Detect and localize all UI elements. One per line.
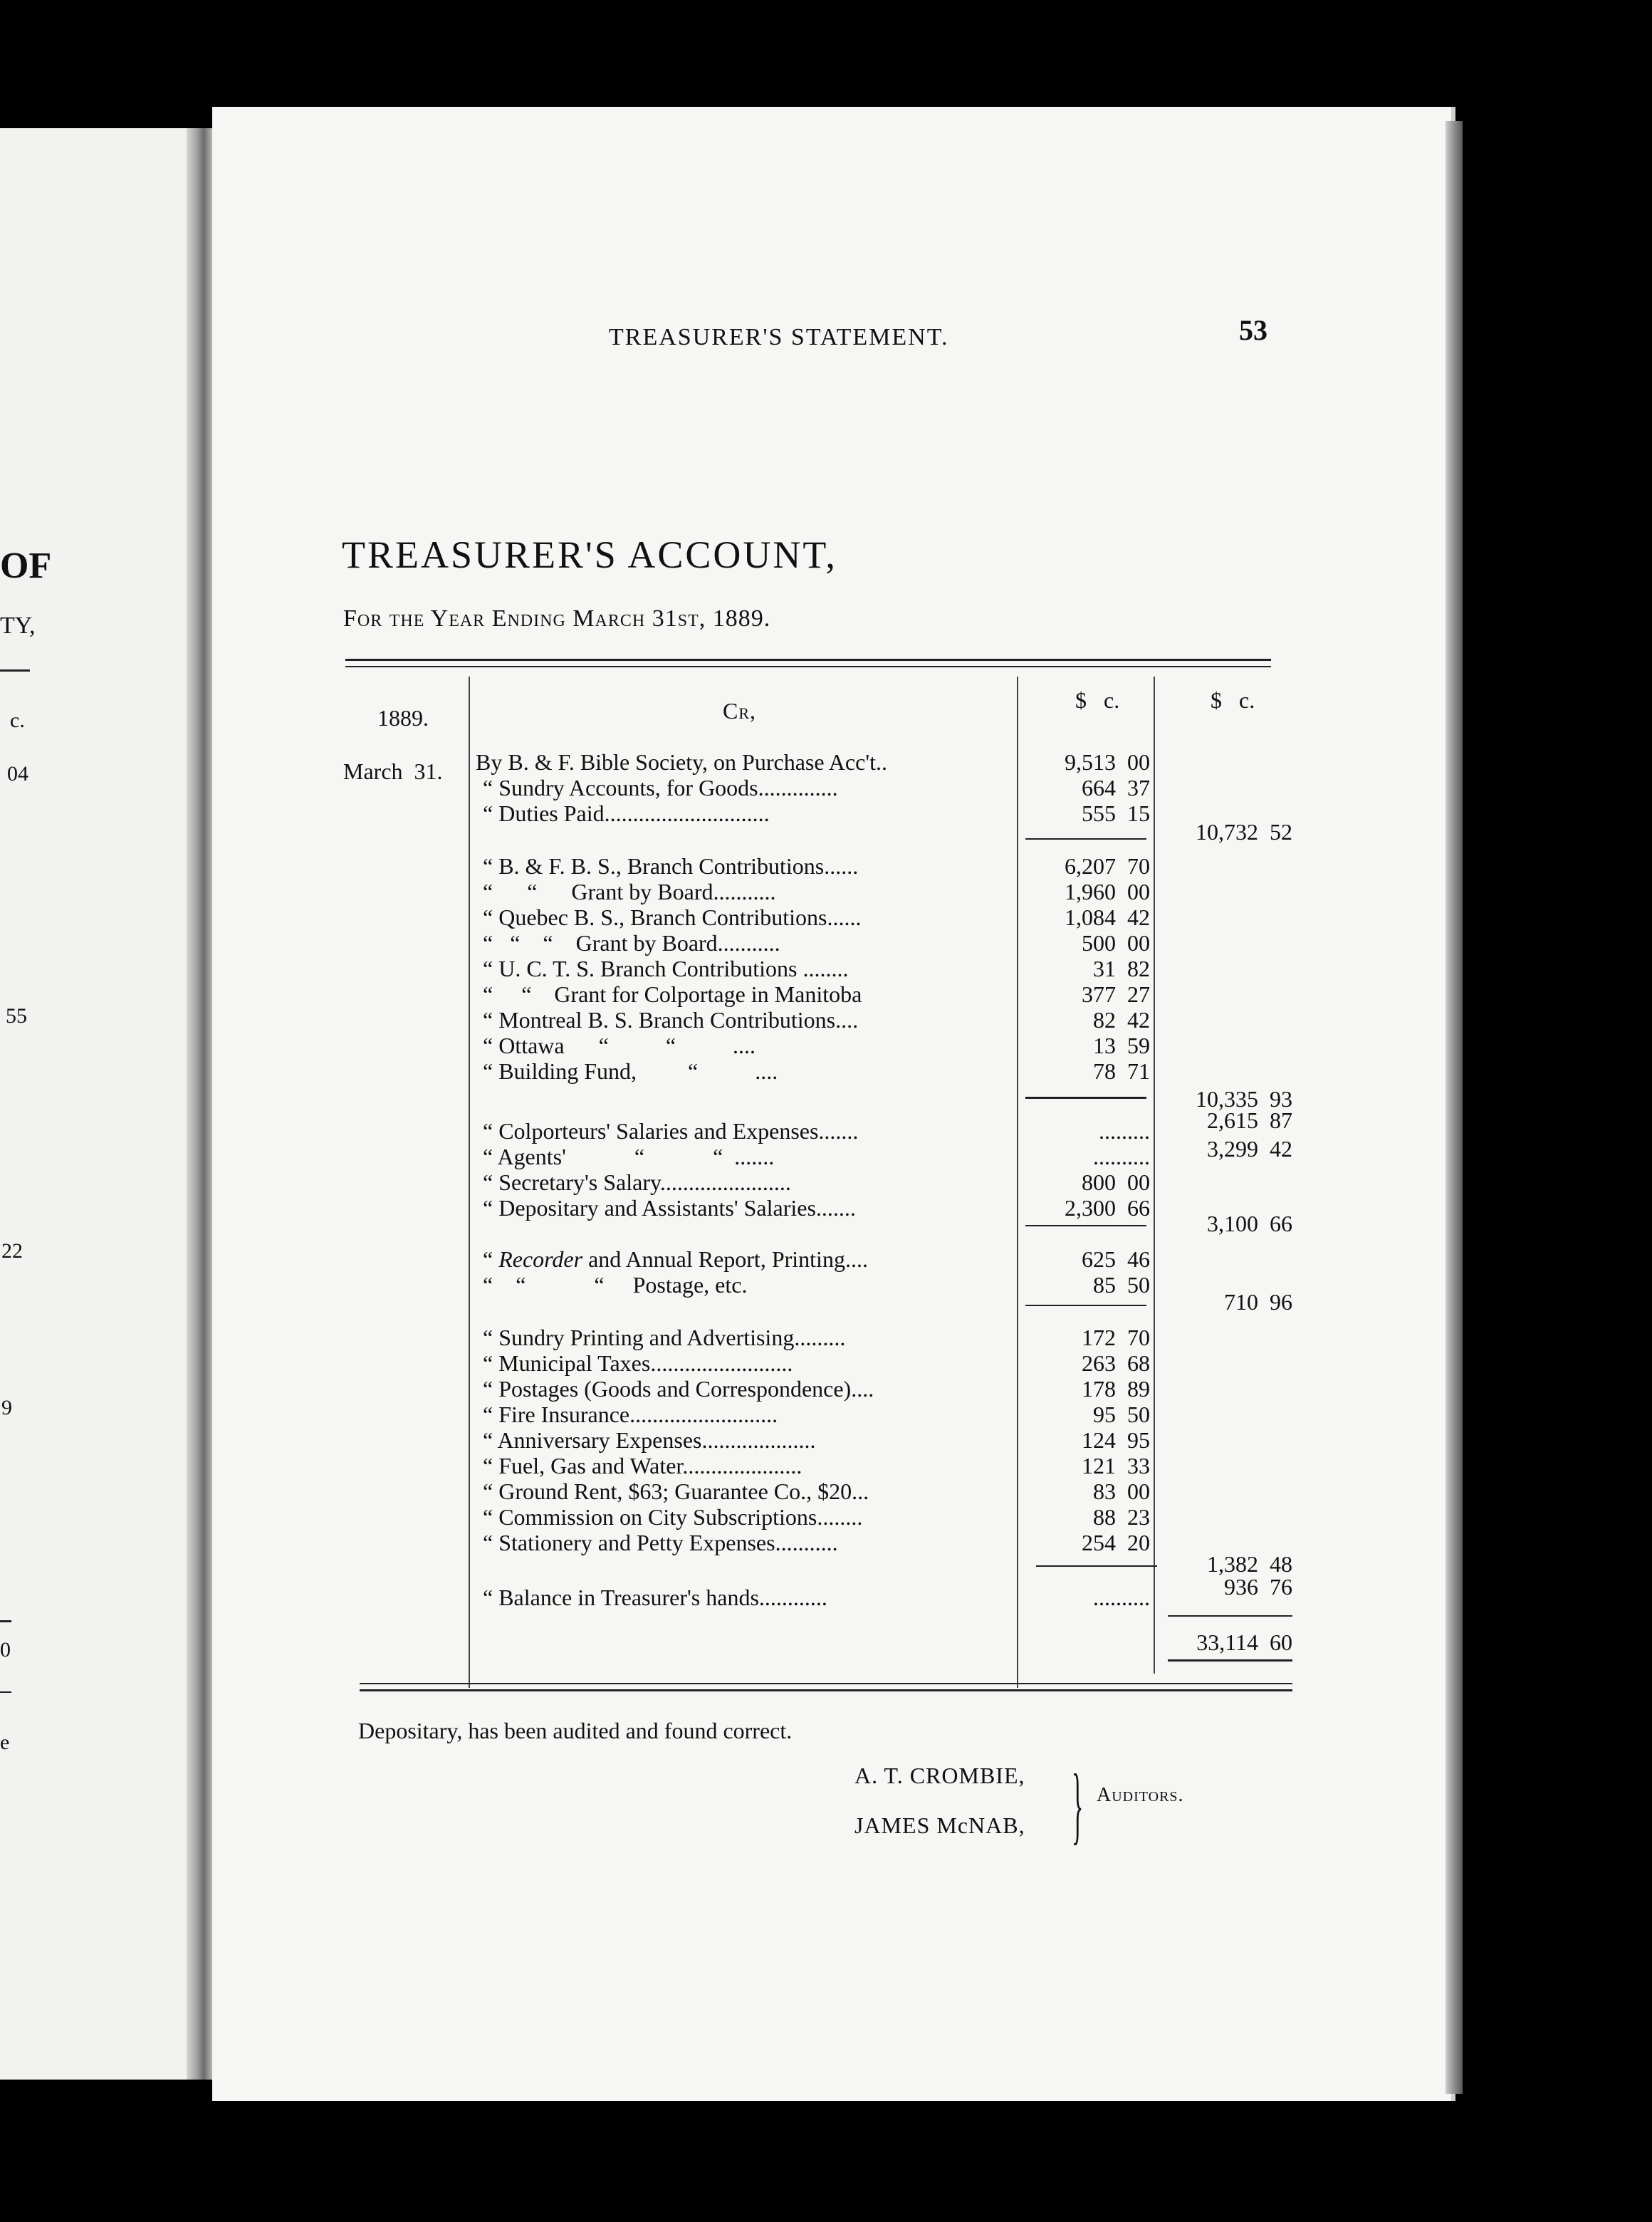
row-amount: 82 42: [1093, 1007, 1150, 1033]
table-row: [483, 1118, 1020, 1144]
auditors-brace: [1072, 1759, 1084, 1855]
table-row: [483, 1376, 1020, 1402]
row-description: “ Anniversary Expenses....................: [483, 1427, 816, 1453]
row-total: 10,732 52: [1196, 819, 1292, 845]
left-rule: [0, 669, 30, 672]
table-row: [483, 1007, 1020, 1033]
auditors-label: Auditors.: [1097, 1784, 1184, 1806]
row-description: “ Ground Rent, $63; Guarantee Co., $20...: [483, 1478, 869, 1504]
row-amount: 9,513 00: [1065, 749, 1150, 775]
year-label: 1889.: [377, 705, 429, 731]
row-amount: 625 46: [1082, 1246, 1150, 1272]
col1-heading: $ c.: [1075, 687, 1120, 713]
table-row: [483, 1585, 1020, 1610]
row-description: “ Fuel, Gas and Water.....................: [483, 1453, 803, 1478]
row-description: “ Secretary's Salary.......................: [483, 1169, 791, 1195]
subtitle: For the Year Ending March 31st, 1889.: [343, 605, 771, 632]
row-amount: 1,084 42: [1065, 904, 1150, 930]
table-row: [483, 1058, 1020, 1084]
subtotal-rule: [1025, 1225, 1146, 1226]
book-spine: [187, 128, 215, 2080]
row-total: 3,299 42: [1207, 1136, 1292, 1162]
row-description: “ Agents' “ “ .......: [483, 1144, 775, 1169]
subtotal-rule: [1025, 1305, 1146, 1306]
row-amount: 121 33: [1082, 1453, 1150, 1478]
auditor-name: JAMES McNAB,: [854, 1812, 1025, 1838]
row-amount: 664 37: [1082, 775, 1150, 800]
table-row: [483, 1427, 1020, 1453]
row-amount: 500 00: [1082, 930, 1150, 956]
row-description: By B. & F. Bible Society, on Purchase Acc't..: [476, 749, 887, 775]
row-description: “ Duties Paid.............................: [483, 800, 770, 826]
subtotal-rule: [1025, 838, 1146, 840]
row-description: “ Sundry Accounts, for Goods..............: [483, 775, 838, 800]
row-amount: 78 71: [1093, 1058, 1150, 1084]
table-row: [483, 853, 1020, 879]
table-top-rule: [345, 659, 1271, 661]
left-value: e: [0, 1731, 10, 1754]
column-divider: [1154, 677, 1155, 1674]
row-description: “ “ Grant by Board...........: [483, 879, 776, 904]
row-description: “ Quebec B. S., Branch Contributions......: [483, 904, 862, 930]
row-description: “ Fire Insurance..........................: [483, 1402, 778, 1427]
table-row: [483, 800, 1020, 826]
row-description: “ U. C. T. S. Branch Contributions ........: [483, 956, 849, 981]
row-description: “ Depositary and Assistants' Salaries.......: [483, 1195, 856, 1221]
running-title: TREASURER'S STATEMENT.: [609, 324, 949, 350]
row-description: “ Recorder and Annual Report, Printing....: [483, 1246, 868, 1272]
row-description: “ “ “ Postage, etc.: [483, 1272, 748, 1298]
row-amount: 1,960 00: [1065, 879, 1150, 904]
row-amount: 31 82: [1093, 956, 1150, 981]
table-row: [483, 930, 1020, 956]
row-amount: 2,300 66: [1065, 1195, 1150, 1221]
row-amount: 124 95: [1082, 1427, 1150, 1453]
row-description: “ “ Grant for Colportage in Manitoba: [483, 981, 862, 1007]
row-description: “ Montreal B. S. Branch Contributions....: [483, 1007, 859, 1033]
recorder-italic: Recorder: [498, 1246, 583, 1272]
table-row: [483, 981, 1020, 1007]
left-rule: [0, 1620, 11, 1622]
row-amount: 6,207 70: [1065, 853, 1150, 879]
table-row: [476, 749, 1013, 775]
table-row: [483, 1453, 1020, 1478]
row-description: “ Building Fund, “ ....: [483, 1058, 778, 1084]
row-amount: .........: [1099, 1118, 1150, 1144]
row-description: “ “ “ Grant by Board...........: [483, 930, 780, 956]
row-amount: 85 50: [1093, 1272, 1150, 1298]
column-divider: [469, 677, 470, 1688]
table-row: [483, 956, 1020, 981]
row-total: 3,100 66: [1207, 1211, 1292, 1236]
page-edge: [1446, 121, 1463, 2094]
audit-note: Depositary, has been audited and found correct.: [358, 1718, 793, 1743]
row-amount: 377 27: [1082, 981, 1150, 1007]
left-rule: [0, 1691, 11, 1693]
row-amount: ..........: [1093, 1144, 1150, 1169]
left-page: [0, 128, 194, 2080]
left-value: 55: [6, 1004, 27, 1028]
table-row: [483, 1325, 1020, 1350]
table-row: [483, 1478, 1020, 1504]
row-amount: 254 20: [1082, 1530, 1150, 1555]
row-description: “ Sundry Printing and Advertising.........: [483, 1325, 846, 1350]
left-value: 9: [1, 1396, 12, 1419]
row-total: 1,382 48: [1207, 1551, 1292, 1577]
brace-glyph: }: [1072, 1759, 1084, 1855]
row-amount: 263 68: [1082, 1350, 1150, 1376]
table-row: [483, 1169, 1020, 1195]
row-amount: 95 50: [1093, 1402, 1150, 1427]
row-total: 2,615 87: [1207, 1107, 1292, 1133]
table-row: [483, 1402, 1020, 1427]
row-description: “ Ottawa “ “ ....: [483, 1033, 756, 1058]
left-value: 04: [7, 762, 28, 786]
row-total: 710 96: [1224, 1289, 1292, 1315]
table-row: [483, 1272, 1020, 1298]
left-heading-fragment: TY,: [0, 612, 36, 639]
auditor-name: A. T. CROMBIE,: [854, 1763, 1025, 1788]
total-rule: [1168, 1615, 1292, 1617]
row-description: “ Postages (Goods and Correspondence)....: [483, 1376, 874, 1402]
table-bottom-rule: [360, 1689, 1292, 1691]
row-total: 10,335 93: [1196, 1086, 1292, 1112]
row-amount: 13 59: [1093, 1033, 1150, 1058]
row-total: 936 76: [1224, 1574, 1292, 1600]
left-col-head: c.: [10, 709, 25, 732]
table-bottom-rule: [360, 1683, 1292, 1684]
row-description: “ Stationery and Petty Expenses...........: [483, 1530, 838, 1555]
col2-heading: $ c.: [1211, 687, 1255, 713]
row-description: “ Balance in Treasurer's hands............: [483, 1585, 827, 1610]
page-number: 53: [1239, 314, 1267, 346]
row-amount: 88 23: [1093, 1504, 1150, 1530]
left-heading-fragment: OF: [0, 546, 52, 586]
table-row: [483, 1246, 1020, 1272]
row-amount: 172 70: [1082, 1325, 1150, 1350]
row-description: “ Commission on City Subscriptions........: [483, 1504, 863, 1530]
table-top-rule: [345, 666, 1271, 667]
table-row: [483, 1530, 1020, 1555]
row-amount: 178 89: [1082, 1376, 1150, 1402]
table-row: [483, 1504, 1020, 1530]
table-row: [483, 1033, 1020, 1058]
row-amount: 83 00: [1093, 1478, 1150, 1504]
table-row: [483, 1350, 1020, 1376]
row-amount: 800 00: [1082, 1169, 1150, 1195]
table-row: [483, 1144, 1020, 1169]
total-rule: [1168, 1659, 1292, 1662]
row-description: “ Municipal Taxes.........................: [483, 1350, 793, 1376]
page-title: TREASURER'S ACCOUNT,: [342, 533, 837, 576]
row-description: “ Colporteurs' Salaries and Expenses.......: [483, 1118, 859, 1144]
table-row: [483, 1195, 1020, 1221]
date-label: March 31.: [343, 758, 443, 784]
row-amount: ..........: [1093, 1585, 1150, 1610]
subtotal-rule: [1036, 1565, 1157, 1567]
left-value: 0: [0, 1638, 11, 1662]
table-row: [483, 904, 1020, 930]
row-amount: 555 15: [1082, 800, 1150, 826]
grand-total: 33,114 60: [1196, 1629, 1292, 1655]
left-value: 22: [1, 1239, 23, 1263]
table-row: [483, 879, 1020, 904]
subtotal-rule: [1025, 1097, 1146, 1099]
cr-heading: Cr,: [723, 698, 757, 724]
table-row: [483, 775, 1020, 800]
row-description: “ B. & F. B. S., Branch Contributions......: [483, 853, 859, 879]
